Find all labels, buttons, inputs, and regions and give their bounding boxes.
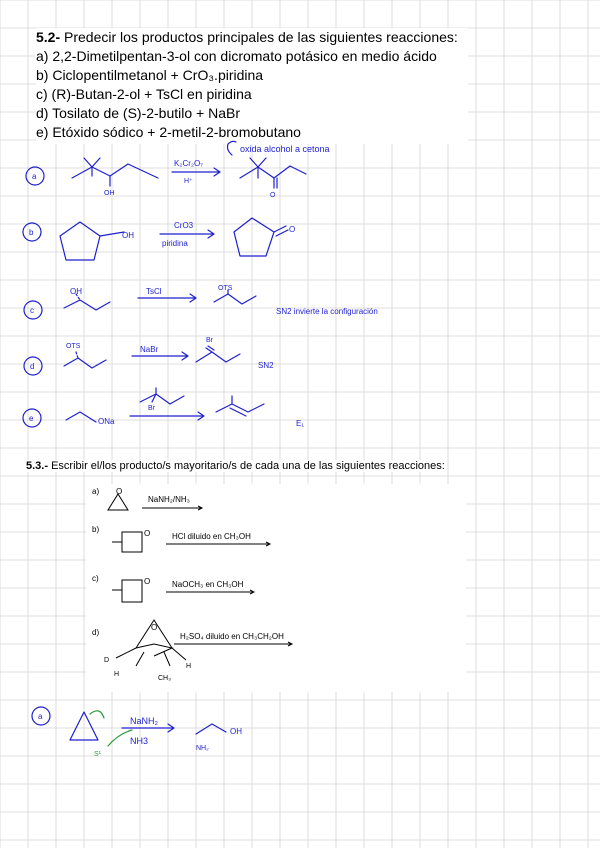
reagent-5-3-b: HCl diluido en CH₃OH (172, 532, 251, 541)
substituent-d: D (104, 657, 110, 664)
molecule-e-reactant (66, 412, 96, 422)
reagent-5-3-a: NaNH₂/NH₃ (148, 495, 190, 504)
molecule-a-product (240, 166, 306, 178)
oxetane-b (122, 532, 142, 552)
reaction-arrow-5-3-c (166, 590, 254, 594)
molecule-d-product (196, 352, 240, 362)
reagent-a-top: K₂Cr₂O₇ (174, 159, 203, 168)
epoxide-d (136, 644, 172, 656)
answer-label-5-3-a: a (38, 712, 43, 721)
item-label-5-3-c: c) (92, 574, 99, 583)
reagent-d: NaBr (140, 345, 159, 354)
reagent-c: TsCl (146, 287, 162, 296)
br-label-e: Br (148, 405, 155, 412)
handwritten-answers-5-3 (0, 694, 600, 764)
answer-label-a: a (32, 172, 37, 181)
note-sn2-inversion: SN2 invierte la configuración (276, 307, 378, 316)
question-item-e: e) Etóxido sódico + 2-metil-2-bromobutano (36, 124, 301, 140)
reagent-b-bottom: piridina (162, 239, 188, 248)
product-5-3-a (196, 724, 226, 734)
question-text: Predecir los productos principales de las siguientes reacciones: (60, 29, 458, 45)
question-number: 5.2- (36, 29, 61, 45)
reagent-5-3-a-bottom: NH3 (130, 736, 149, 746)
molecule-d-reactant (64, 358, 106, 368)
substituent-h-right: H (186, 663, 192, 670)
substituent-h-left: H (114, 671, 120, 678)
atom-o-5-3-b: O (144, 529, 151, 538)
o-label-a: O (270, 192, 276, 199)
question-item-c: c) (R)-Butan-2-ol + TsCl en piridina (36, 86, 252, 102)
electron-arrow-icon (90, 711, 104, 718)
note-arrow (228, 141, 237, 155)
answer-label-c: c (30, 306, 34, 315)
question-5-3-reactions (86, 484, 466, 692)
molecule-a-reactant (72, 164, 158, 178)
reaction-arrow-a (172, 168, 220, 176)
reaction-arrow-b (160, 230, 214, 238)
molecule-c-reactant (64, 300, 110, 310)
br-label-d: Br (206, 337, 213, 344)
question-item-b: b) Ciclopentilmetanol + CrO₃.piridina (36, 67, 264, 83)
question-item-a: a) 2,2-Dimetilpentan-3-ol con dicromato potásico en medio ácido (36, 48, 437, 64)
reaction-arrow-5-3-a (142, 506, 202, 510)
question-number: 5.3.- (26, 460, 49, 472)
oh-label-c: OH (70, 287, 82, 296)
answer-label-e: e (29, 414, 34, 423)
molecule-c-product (214, 294, 256, 304)
question-item-d: d) Tosilato de (S)-2-butilo + NaBr (36, 105, 240, 121)
reaction-arrow-5-3-d (174, 642, 292, 646)
oh-label-b: OH (122, 231, 134, 240)
note-e1: E₁ (296, 419, 305, 428)
reagent-b-top: CrO3 (174, 221, 194, 230)
ona-label-e: ONa (98, 417, 115, 426)
label-s1: S¹ (94, 751, 101, 758)
question-text: Escribir el/los producto/s mayoritario/s de cada una de las siguientes reacciones: (48, 460, 445, 472)
o-label-b: O (289, 225, 296, 234)
answer-label-b: b (29, 228, 34, 237)
atom-o-5-3-d: O (151, 623, 158, 632)
oh-label-5-3-a: OH (230, 727, 242, 736)
epoxide-answer (70, 712, 98, 740)
molecule-b-product (234, 218, 274, 256)
item-label-5-3-a: a) (92, 487, 100, 496)
molecule-b-reactant (60, 222, 100, 260)
reagent-5-3-d: H₂SO₄ diluido en CH₃CH₂OH (180, 632, 284, 641)
item-label-5-3-b: b) (92, 525, 100, 534)
atom-o-5-3-a: O (116, 487, 123, 496)
ots-label-d: OTS (66, 343, 81, 350)
answer-label-d: d (30, 362, 35, 371)
reagent-5-3-c: NaOCH₃ en CH₃OH (172, 580, 244, 589)
substituent-ch3: CH₃ (158, 675, 171, 682)
epoxide-a (108, 494, 128, 510)
reaction-arrow-e (130, 412, 204, 420)
reaction-arrow-5-3-b (166, 542, 270, 546)
ots-label-c: OTS (218, 285, 233, 292)
atom-o-5-3-c: O (144, 577, 151, 586)
reagent-5-3-a-top: NaNH₂ (130, 716, 158, 726)
nh2-label: NH₂ (196, 745, 209, 752)
oxetane-c (122, 580, 142, 602)
note-sn2: SN2 (258, 361, 274, 370)
note-oxidation: oxida alcohol a cetona (240, 144, 330, 154)
oh-label-a: OH (104, 190, 115, 197)
question-5-3-title (26, 460, 445, 472)
item-label-5-3-d: d) (92, 628, 100, 637)
reagent-a-bottom: H⁺ (184, 178, 193, 185)
molecule-e-product (216, 396, 264, 416)
